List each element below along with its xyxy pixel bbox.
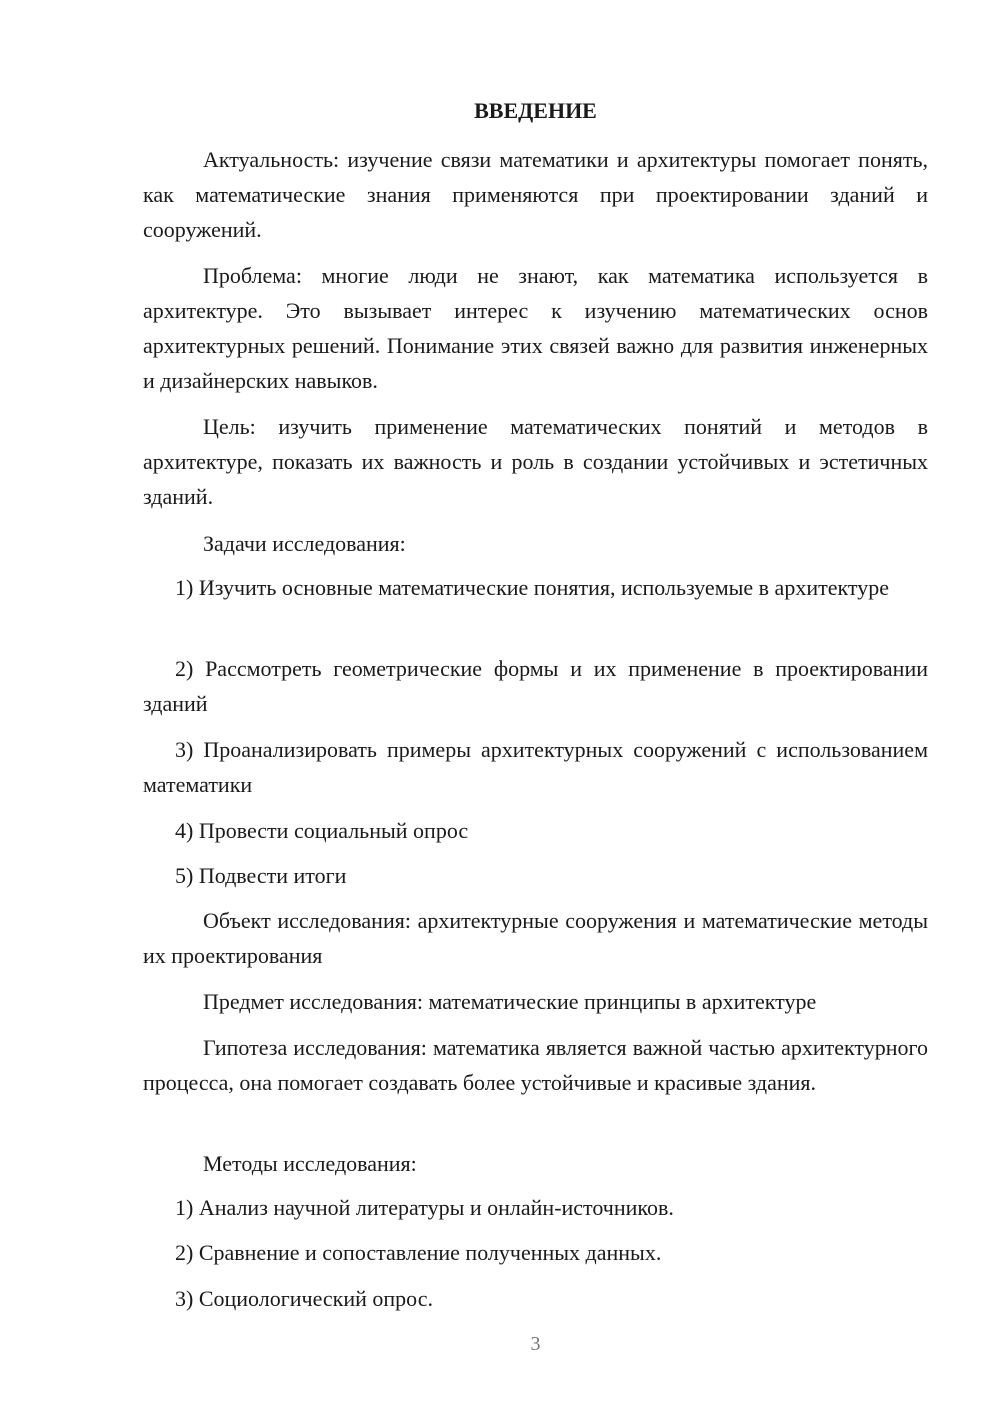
method-item: 1) Анализ научной литературы и онлайн-источников. (175, 1195, 674, 1220)
tasks-heading: Задачи исследования: (203, 531, 406, 556)
task-item: 2) Рассмотреть геометрические формы и их применение в проектировании зданий (143, 656, 928, 716)
subject-paragraph: Предмет исследования: математические принципы в архитектуре (203, 989, 817, 1014)
relevance-paragraph: Актуальность: изучение связи математики и архитектуры помогает понять, как математические знания применяются при проектировании зданий и сооружений. (143, 147, 928, 242)
methods-heading: Методы исследования: (203, 1151, 417, 1176)
task-item: 3) Проанализировать примеры архитектурных сооружений с использованием математики (143, 737, 928, 797)
problem-paragraph: Проблема: многие люди не знают, как математика используется в архитектуре. Это вызывает интерес к изучению математических основ архитектурных решений. Понимание этих связей важно для развития инженерных и дизайнерских навыков. (143, 263, 928, 393)
method-item: 2) Сравнение и сопоставление полученных данных. (175, 1240, 662, 1265)
object-paragraph: Объект исследования: архитектурные сооружения и математические методы их проектирования (143, 908, 928, 968)
hypothesis-paragraph: Гипотеза исследования: математика является важной частью архитектурного процесса, она помогает создавать более устойчивые и красивые здания. (143, 1035, 928, 1095)
task-item: 1) Изучить основные математические понятия, используемые в архитектуре (175, 575, 889, 600)
page-title: ВВЕДЕНИЕ (474, 98, 597, 123)
task-item: 4) Провести социальный опрос (175, 818, 469, 843)
document-page (143, 0, 928, 1414)
method-item: 3) Социологический опрос. (175, 1286, 433, 1311)
task-item: 5) Подвести итоги (175, 863, 347, 888)
goal-paragraph: Цель: изучить применение математических понятий и методов в архитектуре, показать их важность и роль в создании устойчивых и эстетичных зданий. (143, 414, 928, 509)
page-number: 3 (530, 1333, 541, 1355)
